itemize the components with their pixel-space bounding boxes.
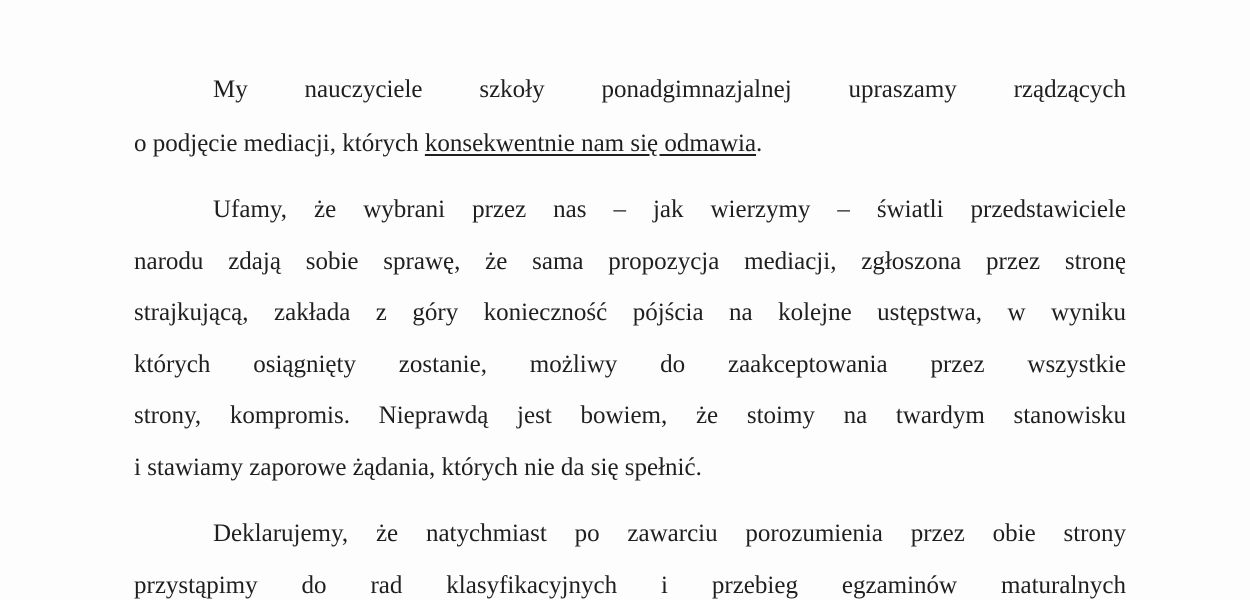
underlined-phrase: konsekwentnie nam się odmawia xyxy=(424,130,757,157)
paragraph-1-line-2-end: . xyxy=(756,130,763,157)
paragraph-1-line-2-text: o podjęcie mediacji, których xyxy=(134,130,425,157)
paragraph-1-line-1: My nauczyciele szkoły ponadgimnazjalnej upraszamy rządzących xyxy=(213,76,1126,103)
paragraph-2-line-2: narodu zdają sobie sprawę, że sama propozycja mediacji, zgłoszona przez stronę xyxy=(134,248,1126,275)
paragraph-2-line-5: strony, kompromis. Nieprawdą jest bowiem, że stoimy na twardym stanowisku xyxy=(134,402,1126,429)
paragraph-1-line-2 xyxy=(134,126,762,162)
paragraph-2-line-1: Ufamy, że wybrani przez nas – jak wierzymy – światli przedstawiciele xyxy=(213,196,1126,223)
paragraph-2-line-3: strajkującą, zakłada z góry konieczność pójścia na kolejne ustępstwa, w wyniku xyxy=(134,299,1126,326)
paragraph-2-line-4: których osiągnięty zostanie, możliwy do zaakceptowania przez wszystkie xyxy=(134,351,1126,378)
paragraph-3-line-1: Deklarujemy, że natychmiast po zawarciu porozumienia przez obie strony xyxy=(213,520,1126,547)
paragraph-2-line-6: i stawiamy zaporowe żądania, których nie da się spełnić. xyxy=(134,454,702,481)
paragraph-3-line-2: przystąpimy do rad klasyfikacyjnych i przebieg egzaminów maturalnych xyxy=(134,572,1126,599)
